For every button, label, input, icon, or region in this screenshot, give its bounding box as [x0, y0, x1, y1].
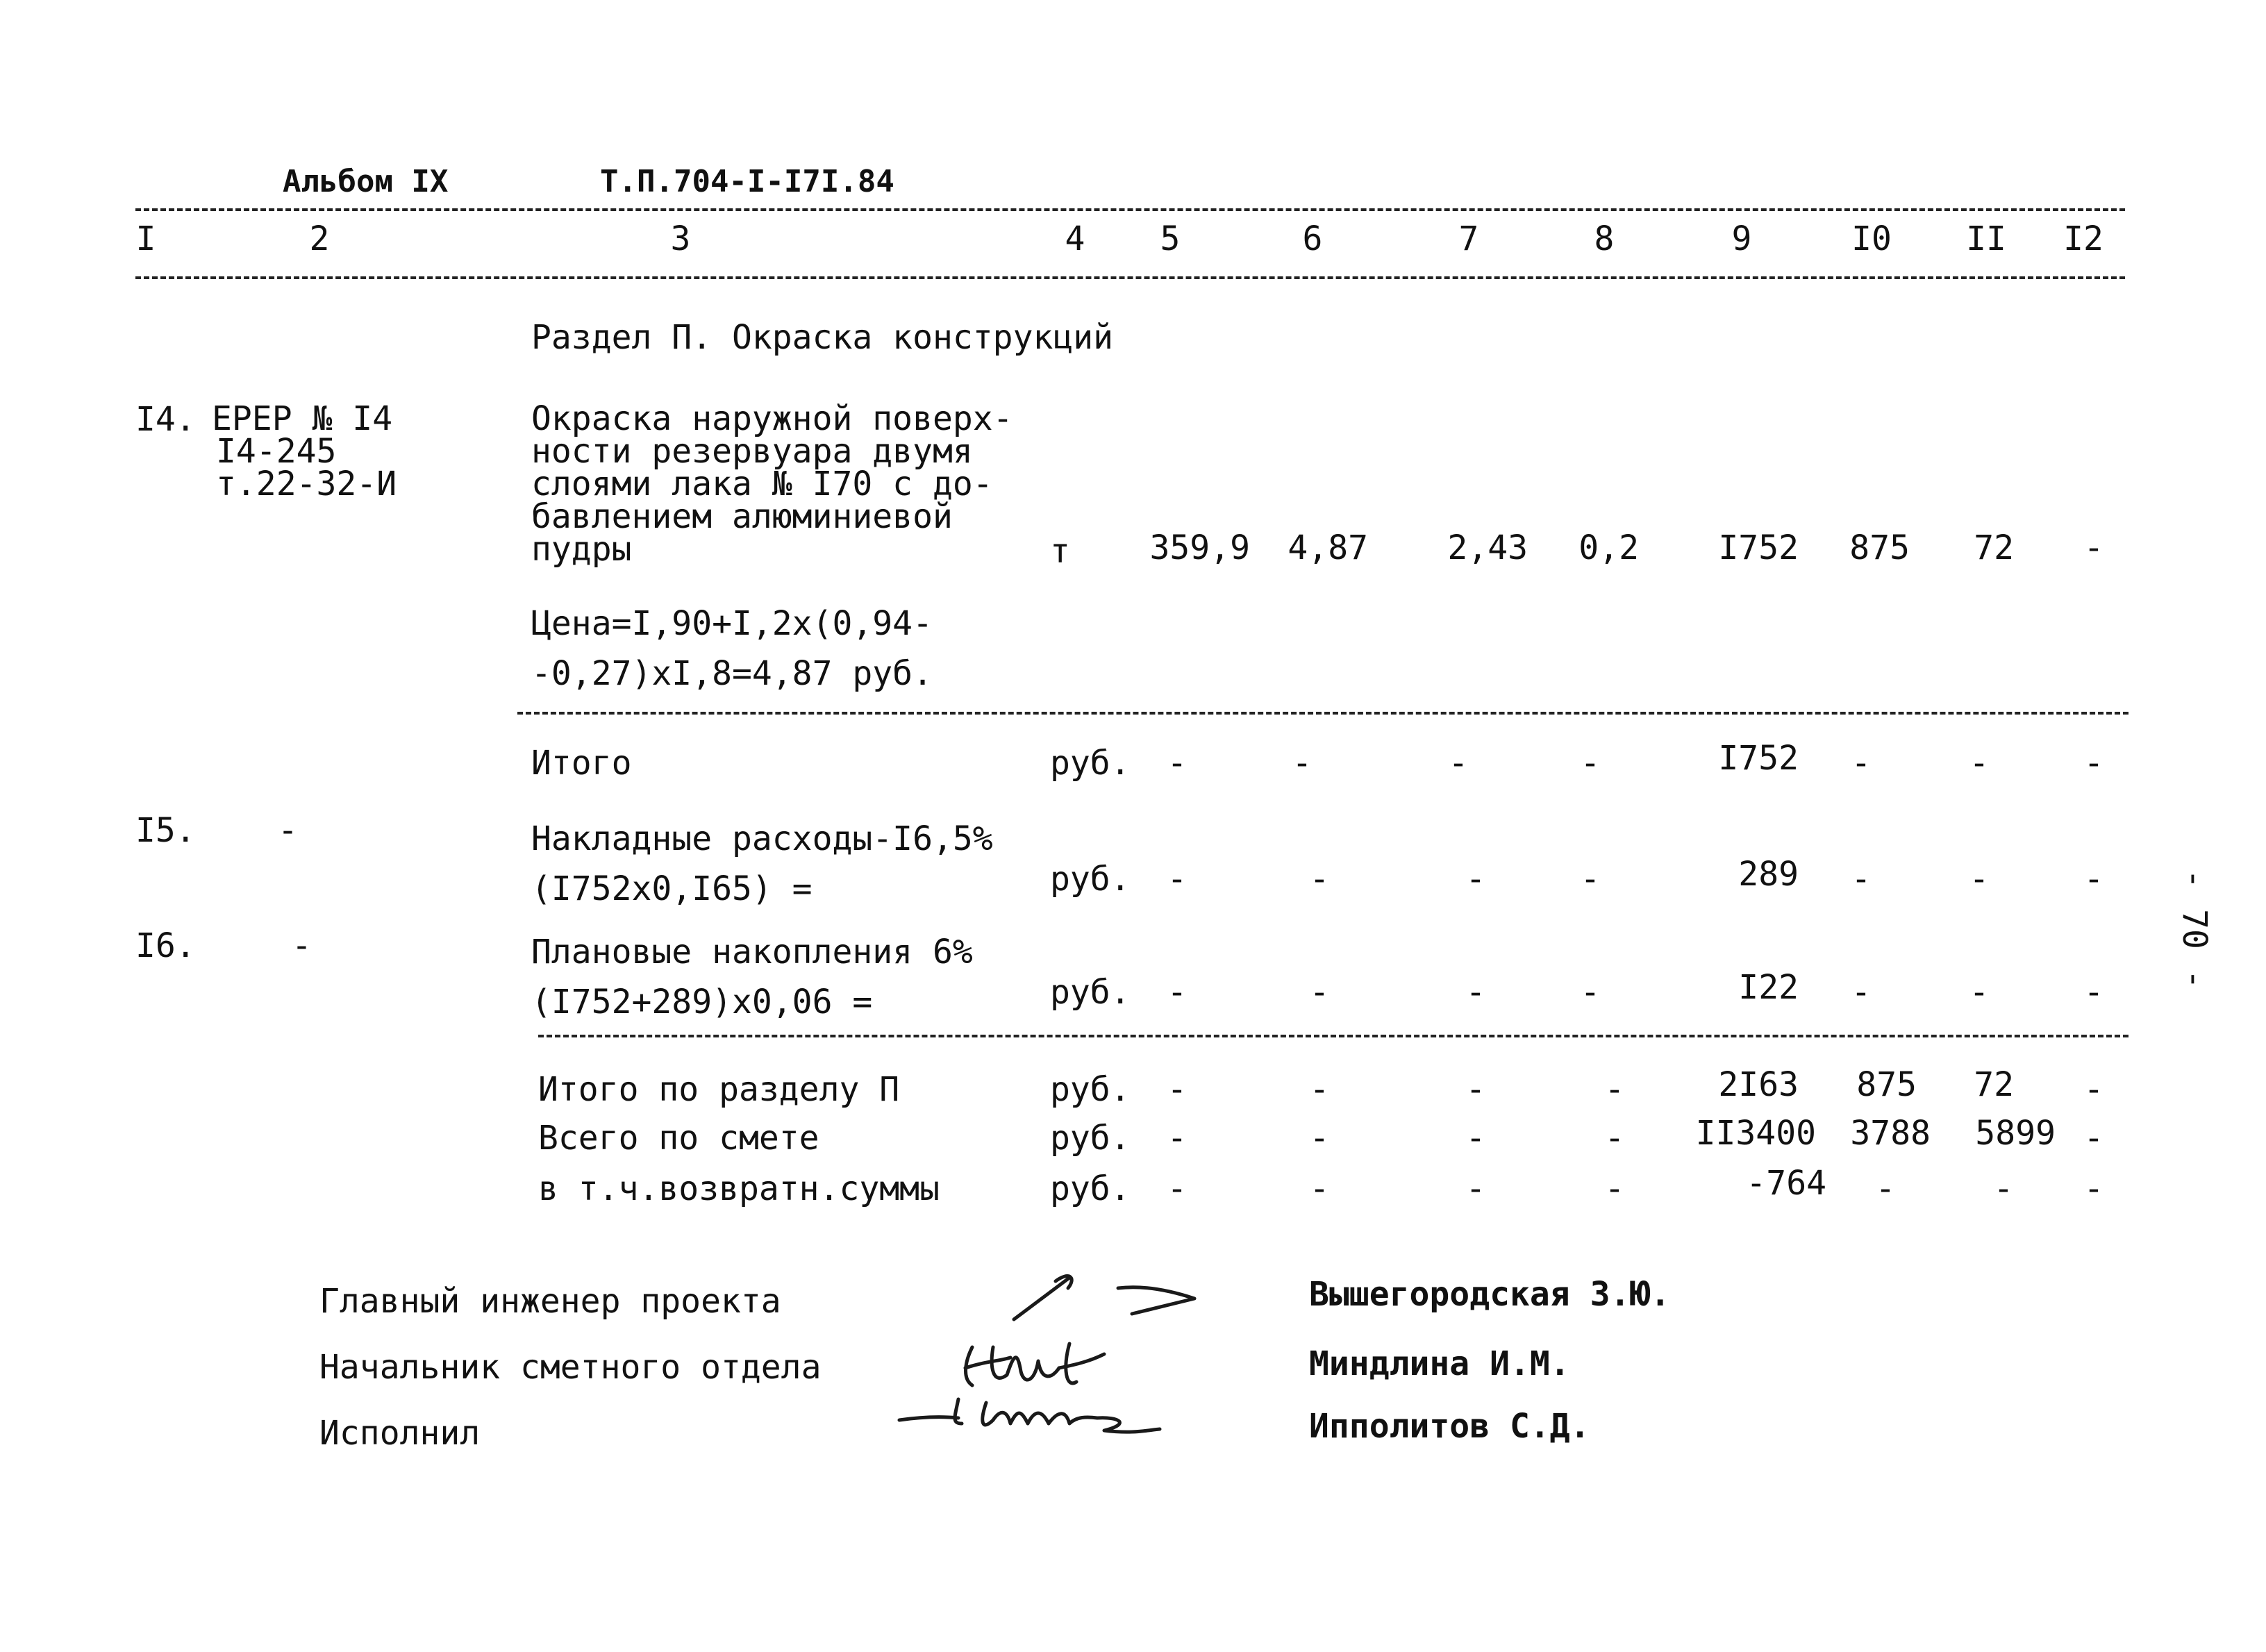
- page-number: - 70 -: [2175, 869, 2214, 990]
- col10-value: 875: [1849, 528, 1910, 567]
- col8-value: -: [1580, 744, 1601, 783]
- subtotal-rule: [517, 712, 2128, 715]
- signature-stroke: [1118, 1287, 1194, 1314]
- summary-label: Итого по разделу П: [538, 1070, 900, 1109]
- desc-line: Плановые накопления 6%: [531, 933, 973, 971]
- col6-value: -: [1309, 973, 1330, 1012]
- col-num-10: I0: [1851, 219, 1892, 258]
- col12-value: -: [2083, 528, 2104, 567]
- col-num-6: 6: [1302, 219, 1323, 258]
- item-description: [531, 814, 993, 914]
- col7-value: -: [1465, 860, 1486, 899]
- item-description: [531, 927, 973, 1027]
- col9-value: I22: [1738, 968, 1799, 1007]
- col7-value: -: [1465, 1169, 1486, 1208]
- col11-value: -: [1969, 744, 1990, 783]
- col-num-9: 9: [1731, 219, 1752, 258]
- col11-value: 72: [1974, 528, 2014, 567]
- col10-value: -: [1851, 973, 1872, 1012]
- item-number: I4.: [135, 400, 196, 439]
- item-description: [531, 399, 1013, 569]
- desc-line: (I752х0,I65) =: [531, 869, 813, 908]
- col8-value: -: [1580, 973, 1601, 1012]
- col11-value: 72: [1974, 1065, 2014, 1104]
- signatory-name: Миндлина И.М.: [1309, 1344, 1570, 1383]
- col5-value: 359,9: [1149, 528, 1250, 567]
- col-num-4: 4: [1065, 219, 1085, 258]
- col7-value: -: [1465, 1119, 1486, 1158]
- signature-stroke: [965, 1347, 1010, 1385]
- col12-value: -: [2083, 744, 2104, 783]
- col8-value: -: [1604, 1070, 1625, 1109]
- header-rule-bottom: [135, 276, 2125, 279]
- col8-value: 0,2: [1578, 528, 1639, 567]
- col5-value: -: [1167, 973, 1188, 1012]
- signatory-name: Вышегородская З.Ю.: [1309, 1275, 1671, 1314]
- signatory-role: Начальник сметного отдела: [319, 1348, 822, 1387]
- col6-value: -: [1309, 1119, 1330, 1158]
- col6-value: -: [1292, 744, 1313, 783]
- col7-value: -: [1448, 744, 1469, 783]
- col7-value: 2,43: [1447, 528, 1528, 567]
- col6-value: -: [1309, 1169, 1330, 1208]
- col12-value: -: [2083, 973, 2104, 1012]
- col8-value: -: [1580, 860, 1601, 899]
- album-label: Альбом IX: [283, 164, 449, 199]
- item-number: I6.: [135, 926, 196, 965]
- desc-line: Окраска наружной поверх-: [531, 399, 1013, 438]
- col-num-2: 2: [309, 219, 330, 258]
- col-num-11: II: [1966, 219, 2006, 258]
- signature-stroke: [1059, 1344, 1104, 1383]
- unit: руб.: [1050, 1070, 1131, 1109]
- col11-value: -: [1969, 973, 1990, 1012]
- col11-value: -: [1993, 1169, 2014, 1208]
- col6-value: -: [1309, 860, 1330, 899]
- col5-value: -: [1167, 744, 1188, 783]
- signature-stroke: [899, 1399, 962, 1424]
- section-title: Раздел П. Окраска конструкций: [531, 318, 1114, 357]
- col-num-12: I2: [2063, 219, 2103, 258]
- col6-value: -: [1309, 1070, 1330, 1109]
- desc-line: Накладные расходы-I6,5%: [531, 819, 993, 858]
- price-note: [531, 599, 933, 699]
- col5-value: -: [1167, 1169, 1188, 1208]
- col-num-7: 7: [1458, 219, 1479, 258]
- unit: т: [1050, 532, 1070, 571]
- price-line: -0,27)хI,8=4,87 руб.: [531, 654, 933, 693]
- col11-value: 5899: [1975, 1114, 2056, 1153]
- ref-line: ЕРЕР № I4: [212, 399, 393, 438]
- summary-label: в т.ч.возвратн.суммы: [538, 1169, 940, 1208]
- summary-label: Всего по смете: [538, 1119, 819, 1158]
- col-num-8: 8: [1594, 219, 1615, 258]
- signature-stroke: [1014, 1276, 1072, 1319]
- col-num-5: 5: [1160, 219, 1181, 258]
- desc-line: ности резервуара двумя: [531, 432, 973, 471]
- unit: руб.: [1050, 860, 1131, 899]
- col9-value: 2I63: [1718, 1065, 1799, 1104]
- col10-value: 3788: [1850, 1114, 1931, 1153]
- col12-value: -: [2083, 1119, 2104, 1158]
- col9-value: I752: [1718, 528, 1799, 567]
- col6-value: 4,87: [1288, 528, 1368, 567]
- header-rule-top: [135, 208, 2125, 211]
- desc-line: бавлением алюминиевой: [531, 497, 953, 536]
- price-line: Цена=I,90+I,2х(0,94-: [531, 604, 933, 643]
- col12-value: -: [2083, 860, 2104, 899]
- col9-value: 289: [1738, 855, 1799, 894]
- ref-line: I4-245: [216, 432, 337, 471]
- handwritten-signatures: [896, 1257, 1222, 1458]
- col7-value: -: [1465, 973, 1486, 1012]
- col8-value: -: [1604, 1119, 1625, 1158]
- col10-value: 875: [1856, 1065, 1917, 1104]
- col-num-1: I: [135, 219, 156, 258]
- col12-value: -: [2083, 1169, 2104, 1208]
- unit: руб.: [1050, 1169, 1131, 1208]
- unit: руб.: [1050, 973, 1131, 1012]
- desc-line: (I752+289)х0,06 =: [531, 983, 873, 1021]
- col-num-3: 3: [670, 219, 691, 258]
- rate-reference: -: [292, 926, 312, 965]
- ref-line: т.22-32-И: [216, 465, 397, 503]
- item-number: I5.: [135, 811, 196, 850]
- col9-value: I752: [1718, 739, 1799, 778]
- signatory-role: Главный инженер проекта: [319, 1282, 781, 1321]
- col8-value: -: [1604, 1169, 1625, 1208]
- col7-value: -: [1465, 1070, 1486, 1109]
- signatory-role: Исполнил: [319, 1414, 481, 1453]
- rate-reference: [212, 399, 397, 503]
- section-total-rule: [538, 1035, 2128, 1037]
- rate-reference: -: [278, 811, 298, 850]
- unit: руб.: [1050, 1119, 1131, 1158]
- signature-stroke: [992, 1347, 1059, 1380]
- unit: руб.: [1050, 744, 1131, 783]
- signatory-name: Ипполитов С.Д.: [1309, 1407, 1590, 1446]
- document-code: Т.П.704-I-I7I.84: [600, 164, 894, 199]
- total-label: Итого: [531, 744, 632, 783]
- col5-value: -: [1167, 1070, 1188, 1109]
- col12-value: -: [2083, 1070, 2104, 1109]
- col11-value: -: [1969, 860, 1990, 899]
- col5-value: -: [1167, 860, 1188, 899]
- col5-value: -: [1167, 1119, 1188, 1158]
- desc-line: пудры: [531, 530, 632, 569]
- col10-value: -: [1851, 860, 1872, 899]
- desc-line: слоями лака № I70 с до-: [531, 465, 993, 503]
- col9-value: -764: [1746, 1164, 1826, 1203]
- signature-stroke: [983, 1403, 1160, 1432]
- col10-value: -: [1851, 744, 1872, 783]
- col10-value: -: [1875, 1169, 1896, 1208]
- col9-value: II3400: [1695, 1114, 1816, 1153]
